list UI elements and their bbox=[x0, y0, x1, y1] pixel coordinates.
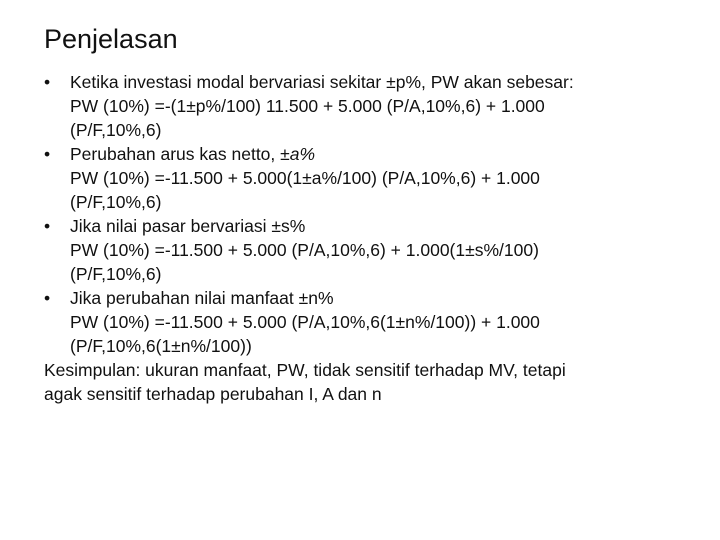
bullet-item bbox=[44, 286, 684, 310]
formula-line: (P/F,10%,6(1±n%/100)) bbox=[70, 336, 252, 356]
formula-line: PW (10%) =-(1±p%/100) 11.500 + 5.000 (P/A,10%,6) + 1.000 bbox=[70, 96, 545, 116]
conclusion-line: agak sensitif terhadap perubahan I, A dan n bbox=[44, 384, 382, 404]
slide-content bbox=[44, 70, 684, 406]
bullet-item bbox=[44, 70, 684, 94]
formula-line: PW (10%) =-11.500 + 5.000(1±a%/100) (P/A,10%,6) + 1.000 bbox=[70, 168, 540, 188]
bullet-item bbox=[44, 142, 684, 166]
bullet-item bbox=[44, 214, 684, 238]
bullet-marker: • bbox=[44, 72, 51, 92]
bullet-text: Jika nilai pasar bervariasi ±s% bbox=[70, 216, 306, 236]
formula-line: (P/F,10%,6) bbox=[70, 192, 162, 212]
bullet-marker: • bbox=[44, 144, 51, 164]
conclusion-line: Kesimpulan: ukuran manfaat, PW, tidak sensitif terhadap MV, tetapi bbox=[44, 360, 566, 380]
bullet-text: Perubahan arus kas netto, bbox=[70, 144, 281, 164]
bullet-text: Ketika investasi modal bervariasi sekitar ±p%, PW akan sebesar: bbox=[70, 72, 574, 92]
formula-line: (P/F,10%,6) bbox=[70, 264, 162, 284]
slide-title: Penjelasan bbox=[44, 24, 178, 54]
bullet-text: Jika perubahan nilai manfaat ±n% bbox=[70, 288, 334, 308]
formula-line: PW (10%) =-11.500 + 5.000 (P/A,10%,6) + 1.000(1±s%/100) bbox=[70, 240, 539, 260]
bullet-text-italic: ±a% bbox=[280, 144, 316, 164]
bullet-marker: • bbox=[44, 288, 51, 308]
formula-line: PW (10%) =-11.500 + 5.000 (P/A,10%,6(1±n%/100)) + 1.000 bbox=[70, 312, 540, 332]
formula-line: (P/F,10%,6) bbox=[70, 120, 162, 140]
bullet-marker: • bbox=[44, 216, 51, 236]
